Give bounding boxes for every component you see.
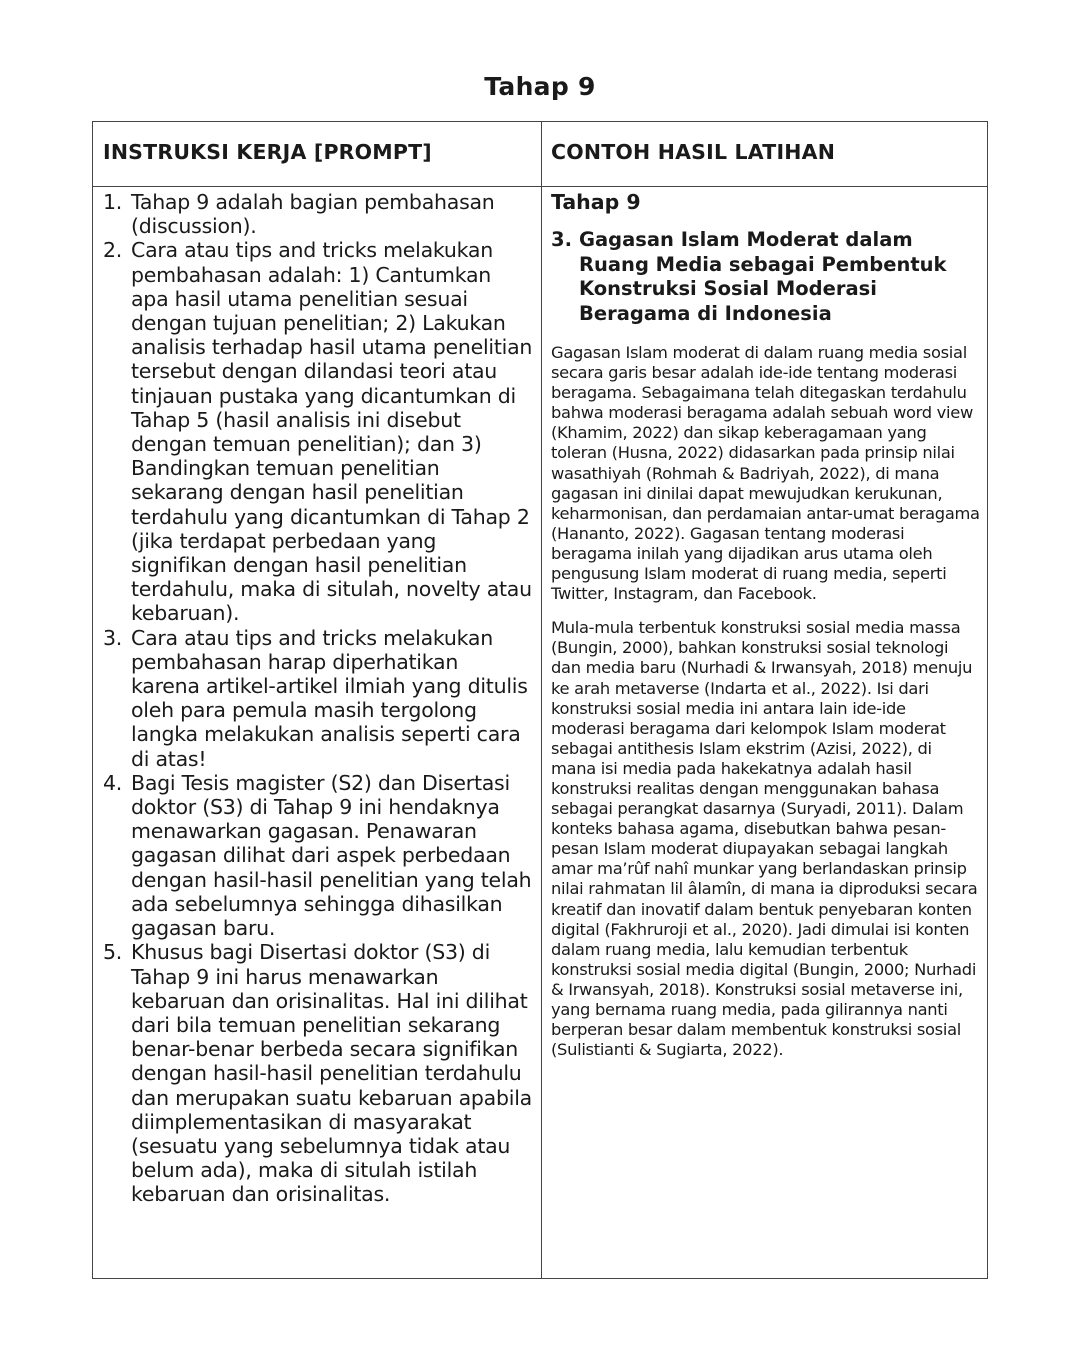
example-heading	[551, 228, 981, 326]
example-step-title: Tahap 9	[551, 190, 641, 214]
list-item	[103, 238, 533, 625]
list-text: Cara atau tips and tricks melakukan pembahasan harap diperhatikan karena artikel-artikel ilmiah yang ditulis oleh para pemula masih tergolong langka melakukan analisis seperti cara di atas!	[131, 625, 528, 771]
list-text: Khusus bagi Disertasi doktor (S3) di Tahap 9 ini harus menawarkan kebaruan dan orisinalitas. Hal ini dilihat dari bila temuan penelitian sekarang benar-benar berbeda secara signifikan dengan hasil-hasil penelitian terdahulu dan merupakan suatu kebaruan apabila diimplementasikan di masyarakat (sesuatu yang sebelumnya tidak atau belum ada), maka di situlah istilah kebaruan dan orisinalitas.	[131, 940, 532, 1207]
header-example: CONTOH HASIL LATIHAN	[551, 140, 836, 164]
list-item	[103, 940, 533, 1206]
column-divider	[541, 122, 542, 1278]
page-title: Tahap 9	[484, 72, 596, 101]
header-instructions: INSTRUKSI KERJA [PROMPT]	[103, 140, 432, 164]
list-number: 3.	[103, 625, 123, 650]
instructions-list	[103, 190, 533, 1207]
heading-text: Gagasan Islam Moderat dalam Ruang Media sebagai Pembentuk Konstruksi Sosial Moderasi Beragama di Indonesia	[579, 228, 947, 325]
list-item	[103, 190, 533, 238]
header-divider	[93, 186, 987, 187]
list-text: Bagi Tesis magister (S2) dan Disertasi doktor (S3) di Tahap 9 ini hendaknya menawarkan gagasan. Penawaran gagasan dilihat dari aspek perbedaan dengan hasil-hasil penelitian yang telah ada sebelumnya sehingga dihasilkan gagasan baru.	[131, 770, 532, 941]
heading-number: 3.	[551, 228, 572, 251]
list-number: 2.	[103, 238, 123, 263]
instructions-cell	[103, 190, 533, 1207]
list-item	[103, 771, 533, 940]
list-item	[103, 626, 533, 771]
example-cell	[551, 190, 981, 1060]
instruction-table	[92, 121, 988, 1279]
list-number: 1.	[103, 190, 123, 214]
list-number: 5.	[103, 940, 123, 965]
list-number: 4.	[103, 770, 123, 795]
example-paragraph-1: Gagasan Islam moderat di dalam ruang media sosial secara garis besar adalah ide-ide tentang moderasi beragama. Sebagaimana telah ditegaskan terdahulu bahwa moderasi beragama adalah sebuah word view (Khamim, 2022) dan sikap keberagamaan yang toleran (Husna, 2022) didasarkan pada prinsip nilai wasathiyah (Rohmah & Badriyah, 2022), di mana gagasan ini dinilai dapat mewujudkan kerukunan, keharmonisan, dan perdamaian antar-umat beragama (Hananto, 2022). Gagasan tentang moderasi beragama inilah yang dijadikan arus utama oleh pengusung Islam moderat di ruang media, seperti Twitter, Instagram, dan Facebook.	[551, 343, 980, 604]
example-paragraph-2: Mula-mula terbentuk konstruksi sosial media massa (Bungin, 2000), bahkan konstruksi sosial teknologi dan media baru (Nurhadi & Irwansyah, 2018) menuju ke arah metaverse (Indarta et al., 2022). Isi dari konstruksi sosial media ini antara lain ide-ide moderasi beragama dari kelompok Islam moderat sebagai antithesis Islam ekstrim (Azisi, 2022), di mana isi media pada hakekatnya adalah hasil konstruksi realitas dengan menggunakan bahasa sebagai perangkat dasarnya (Suryadi, 2011). Dalam konteks bahasa agama, disebutkan bahwa pesan-pesan Islam moderat diupayakan sebagai langkah amar ma’rûf nahî munkar yang berlandaskan prinsip nilai rahmatan lil âlamîn, di mana ia diproduksi secara kreatif dan inovatif dalam bentuk penyebaran konten digital (Fakhruroji et al., 2020). Jadi dimulai isi konten dalam ruang media, lalu kemudian terbentuk konstruksi sosial media digital (Bungin, 2000; Nurhadi & Irwansyah, 2018). Konstruksi sosial metaverse ini, yang bernama ruang media, pada gilirannya nanti berperan besar dalam membentuk konstruksi sosial (Sulistianti & Sugiarta, 2022).	[551, 618, 978, 1060]
list-text: Cara atau tips and tricks melakukan pembahasan adalah: 1) Cantumkan apa hasil utama penelitian sesuai dengan tujuan penelitian; 2) Lakukan analisis terhadap hasil utama penelitian tersebut dengan dilandasi teori atau tinjauan pustaka yang dicantumkan di Tahap 5 (hasil analisis ini disebut dengan temuan penelitian); dan 3) Bandingkan temuan penelitian sekarang dengan hasil penelitian terdahulu yang dicantumkan di Tahap 2 (jika terdapat perbedaan yang signifikan dengan hasil penelitian terdahulu, maka di situlah, novelty atau kebaruan).	[131, 238, 533, 626]
list-text: Tahap 9 adalah bagian pembahasan (discussion).	[131, 190, 495, 239]
